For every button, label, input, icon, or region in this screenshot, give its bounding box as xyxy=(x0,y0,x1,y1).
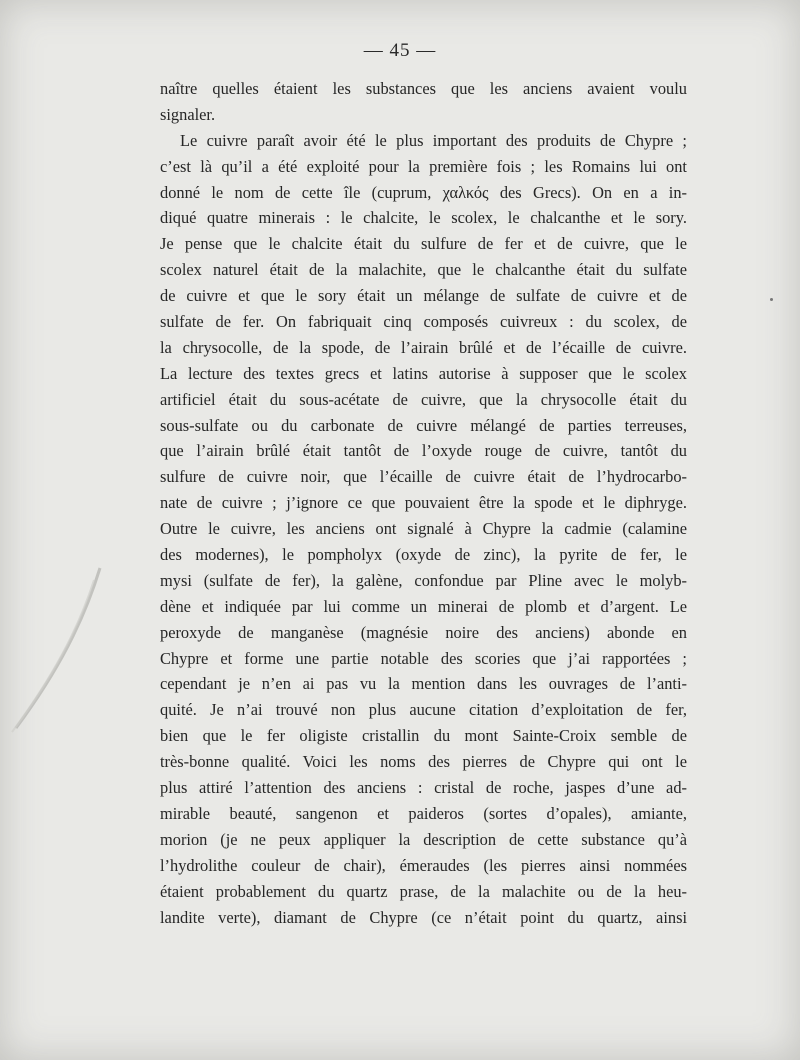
paper-crease-mark xyxy=(4,560,104,740)
text-line: quité. Je n’ai trouvé non plus aucune citation d’exploitation de fer, xyxy=(160,700,687,720)
text-line: La lecture des textes grecs et latins autorise à supposer que le scolex xyxy=(160,363,687,383)
text-line: sulfate de fer. On fabriquait cinq composés cuivreux : du scolex, de xyxy=(160,312,687,332)
text-line: plus attiré l’attention des anciens : cristal de roche, jaspes d’une ad- xyxy=(160,778,687,798)
text-line: signaler. xyxy=(160,104,216,124)
body-text xyxy=(160,76,687,930)
text-line: cependant je n’en ai pas vu la mention dans les ouvrages de l’anti- xyxy=(160,674,687,694)
text-line: Chypre et forme une partie notable des scories que j’ai rapportées ; xyxy=(160,648,687,668)
text-line: peroxyde de manganèse (magnésie noire des anciens) abonde en xyxy=(160,622,687,642)
text-line: l’hydrolithe couleur de chair), émeraudes (les pierres ainsi nommées xyxy=(160,855,687,875)
text-line: morion (je ne peux appliquer la description de cette substance qu’à xyxy=(160,829,687,849)
text-line: de cuivre et que le sory était un mélange de sulfate de cuivre et de xyxy=(160,286,687,306)
text-line: donné le nom de cette île (cuprum, χαλκός des Grecs). On en a in- xyxy=(160,182,687,202)
page-number: — 45 — xyxy=(363,40,437,61)
text-line: sulfure de cuivre noir, que l’écaille de cuivre était de l’hydrocarbo- xyxy=(160,467,687,487)
text-line: landite verte), diamant de Chypre (ce n’était point du quartz, ainsi xyxy=(160,907,687,927)
text-line: mirable beauté, sangenon et paideros (sortes d’opales), amiante, xyxy=(160,803,687,823)
text-line: Je pense que le chalcite était du sulfure de fer et de cuivre, que le xyxy=(160,234,687,254)
text-line: dène et indiquée par lui comme un minerai de plomb et d’argent. Le xyxy=(160,596,687,616)
text-line: sous-sulfate ou du carbonate de cuivre mélangé de parties terreuses, xyxy=(160,415,687,435)
text-line: très-bonne qualité. Voici les noms des pierres de Chypre qui ont le xyxy=(160,752,687,772)
text-line: nate de cuivre ; j’ignore ce que pouvaient être la spode et le diphryge. xyxy=(160,493,687,513)
text-line: des modernes), le pompholyx (oxyde de zinc), la pyrite de fer, le xyxy=(160,545,687,565)
text-line: que l’airain brûlé était tantôt de l’oxyde rouge de cuivre, tantôt du xyxy=(160,441,687,461)
text-line: diqué quatre minerais : le chalcite, le scolex, le chalcanthe et le sory. xyxy=(160,208,687,228)
text-line: scolex naturel était de la malachite, que le chalcanthe était du sulfate xyxy=(160,260,687,280)
text-line: artificiel était du sous-acétate de cuivre, que la chrysocolle était du xyxy=(160,389,687,409)
text-line: la chrysocolle, de la spode, de l’airain brûlé et de l’écaille de cuivre. xyxy=(160,337,687,357)
text-line: mysi (sulfate de fer), la galène, confondue par Pline avec le molyb- xyxy=(160,570,687,590)
text-line: bien que le fer oligiste cristallin du mont Sainte-Croix semble de xyxy=(160,726,687,746)
speck-mark xyxy=(770,298,773,301)
text-line: c’est là qu’il a été exploité pour la première fois ; les Romains lui ont xyxy=(160,156,687,176)
text-line: Outre le cuivre, les anciens ont signalé à Chypre la cadmie (calamine xyxy=(160,519,687,539)
text-line: étaient probablement du quartz prase, de la malachite ou de la heu- xyxy=(160,881,687,901)
text-line: Le cuivre paraît avoir été le plus important des produits de Chypre ; xyxy=(180,130,687,150)
text-line: naître quelles étaient les substances que les anciens avaient voulu xyxy=(160,79,687,98)
